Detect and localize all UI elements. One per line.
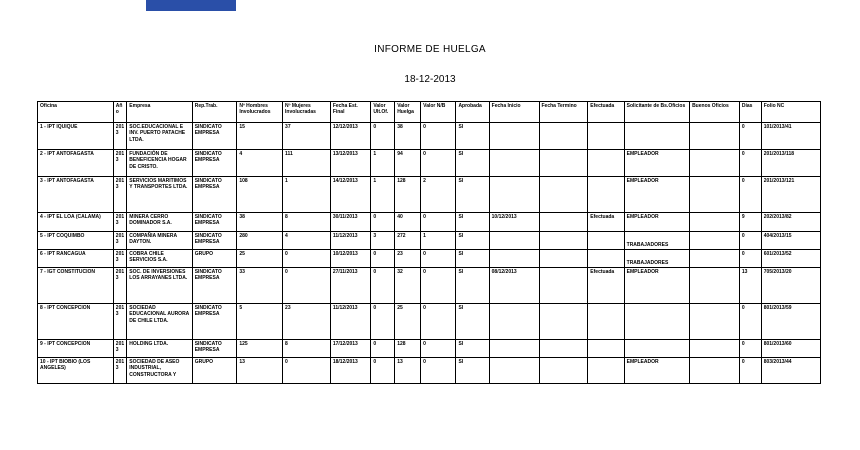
- table-cell: [690, 250, 740, 268]
- table-cell: 0: [739, 232, 761, 250]
- table-cell: [690, 177, 740, 213]
- table-cell: [588, 304, 624, 340]
- table-cell: [690, 232, 740, 250]
- table-row: [38, 232, 821, 250]
- table-cell: 0: [739, 340, 761, 358]
- table-cell: 0: [283, 268, 331, 304]
- table-cell: 2013: [113, 268, 127, 304]
- table-cell: 10 - IPT BIOBIO (LOS ANGELES): [38, 358, 114, 384]
- table-cell: [489, 232, 539, 250]
- table-cell: 2013: [113, 123, 127, 150]
- table-cell: EMPLEADOR: [624, 150, 689, 177]
- table-cell: 0: [421, 150, 456, 177]
- table-body: [38, 123, 821, 384]
- table-cell: 0: [739, 250, 761, 268]
- col-header: Año: [113, 102, 127, 123]
- table-cell: SI: [456, 123, 489, 150]
- table-cell: SI: [456, 177, 489, 213]
- table-cell: [539, 250, 588, 268]
- table-cell: [588, 358, 624, 384]
- table-cell: 11/12/2013: [330, 232, 371, 250]
- table-cell: SINDICATO EMPRESA: [192, 177, 237, 213]
- table-cell: 803/2013/44: [761, 358, 820, 384]
- table-cell: EMPLEADOR: [624, 268, 689, 304]
- table-cell: 08/12/2013: [489, 268, 539, 304]
- table-cell: 18/12/2013: [330, 358, 371, 384]
- table-cell: 2013: [113, 358, 127, 384]
- table-cell: 8: [283, 213, 331, 232]
- table-cell: 13/12/2013: [330, 150, 371, 177]
- table-header-row: [38, 102, 821, 123]
- table-cell: 0: [371, 268, 395, 304]
- table-cell: [690, 358, 740, 384]
- table-cell: 0: [421, 340, 456, 358]
- table-cell: 17/12/2013: [330, 340, 371, 358]
- table-cell: 38: [395, 123, 421, 150]
- table-cell: 23: [283, 304, 331, 340]
- table-cell: SINDICATO EMPRESA: [192, 232, 237, 250]
- table-cell: SOCIEDAD DE ASEO INDUSTRIAL, CONSTRUCTORA Y: [127, 358, 192, 384]
- table-cell: [588, 250, 624, 268]
- table-cell: 404/2013/15: [761, 232, 820, 250]
- table-cell: [489, 250, 539, 268]
- table-cell: [489, 177, 539, 213]
- table-cell: [588, 340, 624, 358]
- col-header: Fecha Inicio: [489, 102, 539, 123]
- table-cell: 201/2013/121: [761, 177, 820, 213]
- table-cell: 601/2013/52: [761, 250, 820, 268]
- table-cell: [690, 340, 740, 358]
- table-cell: 4: [283, 232, 331, 250]
- table-cell: [539, 340, 588, 358]
- table-cell: 705/2013/20: [761, 268, 820, 304]
- table-cell: GRUPO: [192, 250, 237, 268]
- table-cell: MINERA CERRO DOMINADOR S.A.: [127, 213, 192, 232]
- table-cell: 2013: [113, 304, 127, 340]
- table-cell: 40: [395, 213, 421, 232]
- table-cell: 10/12/2013: [330, 250, 371, 268]
- table-cell: HOLDING LTDA.: [127, 340, 192, 358]
- table-cell: 14/12/2013: [330, 177, 371, 213]
- table-cell: SERVICIOS MARITIMOS Y TRANSPORTES LTDA.: [127, 177, 192, 213]
- table-cell: 0: [739, 358, 761, 384]
- table-cell: [489, 123, 539, 150]
- col-header: Empresa: [127, 102, 192, 123]
- strike-report-table: [37, 101, 821, 384]
- col-header: Fecha Est. Final: [330, 102, 371, 123]
- table-cell: 272: [395, 232, 421, 250]
- table-cell: [588, 150, 624, 177]
- table-cell: 33: [237, 268, 283, 304]
- table-cell: 8 - IPT CONCEPCION: [38, 304, 114, 340]
- table-cell: SINDICATO EMPRESA: [192, 304, 237, 340]
- table-cell: 801/2013/59: [761, 304, 820, 340]
- table-cell: [539, 232, 588, 250]
- table-cell: [624, 304, 689, 340]
- table-cell: GRUPO: [192, 358, 237, 384]
- table-cell: 4: [237, 150, 283, 177]
- table-cell: 9 - IPT CONCEPCION: [38, 340, 114, 358]
- table-cell: 0: [371, 304, 395, 340]
- table-cell: [539, 123, 588, 150]
- table-cell: [588, 123, 624, 150]
- table-cell: [588, 177, 624, 213]
- table-row: [38, 304, 821, 340]
- table-cell: SOC. DE INVERSIONES LOS ARRAYANES LTDA.: [127, 268, 192, 304]
- table-cell: Efectuada: [588, 213, 624, 232]
- table-cell: 111: [283, 150, 331, 177]
- table-cell: 27/11/2013: [330, 268, 371, 304]
- table-cell: [690, 150, 740, 177]
- table-cell: 1: [421, 232, 456, 250]
- col-header: Aprobada: [456, 102, 489, 123]
- table-cell: 15: [237, 123, 283, 150]
- table-cell: 1: [371, 177, 395, 213]
- table-cell: 0: [739, 150, 761, 177]
- report-title: INFORME DE HUELGA: [374, 44, 486, 55]
- table-cell: SI: [456, 268, 489, 304]
- table-cell: SOC.EDUCACIONAL E INV. PUERTO PATACHE LTDA.: [127, 123, 192, 150]
- table-cell: 23: [395, 250, 421, 268]
- table-cell: 94: [395, 150, 421, 177]
- table-cell: 0: [371, 250, 395, 268]
- table-cell: 0: [421, 358, 456, 384]
- table-cell: EMPLEADOR: [624, 358, 689, 384]
- col-header: Rep.Trab.: [192, 102, 237, 123]
- table-cell: 25: [395, 304, 421, 340]
- table-cell: 125: [237, 340, 283, 358]
- table-cell: SINDICATO EMPRESA: [192, 150, 237, 177]
- table-cell: 6 - IPT RANCAGUA: [38, 250, 114, 268]
- table-cell: 13: [739, 268, 761, 304]
- table-cell: SI: [456, 150, 489, 177]
- table-cell: [489, 150, 539, 177]
- col-header: Fecha Termino: [539, 102, 588, 123]
- table-cell: SINDICATO EMPRESA: [192, 123, 237, 150]
- table-cell: 4 - IPT EL LOA (CALAMA): [38, 213, 114, 232]
- table-cell: [539, 177, 588, 213]
- table-row: [38, 340, 821, 358]
- col-header: Buenos Oficios: [690, 102, 740, 123]
- table-cell: 13: [395, 358, 421, 384]
- table-cell: 12/12/2013: [330, 123, 371, 150]
- table-cell: 101/2013/41: [761, 123, 820, 150]
- table-cell: 5 - IPT COQUIMBO: [38, 232, 114, 250]
- table-cell: 0: [283, 358, 331, 384]
- table-cell: EMPLEADOR: [624, 177, 689, 213]
- table-row: [38, 177, 821, 213]
- table-cell: FUNDACIÓN DE BENEFICENCIA HOGAR DE CRISTO.: [127, 150, 192, 177]
- table-cell: 2013: [113, 150, 127, 177]
- col-header: Valor Huelga: [395, 102, 421, 123]
- table-cell: [489, 358, 539, 384]
- table-cell: 1 - IPT IQUIQUE: [38, 123, 114, 150]
- table-cell: [539, 304, 588, 340]
- table-row: [38, 358, 821, 384]
- col-header: Folio NC: [761, 102, 820, 123]
- table-cell: [690, 123, 740, 150]
- table-cell: SOCIEDAD EDUCACIONAL AURORA DE CHILE LTDA.: [127, 304, 192, 340]
- table-cell: 32: [395, 268, 421, 304]
- col-header: Valor Ult.Of.: [371, 102, 395, 123]
- col-header: Nº Mujeres Involucradas: [283, 102, 331, 123]
- table-cell: 37: [283, 123, 331, 150]
- table-cell: [539, 150, 588, 177]
- table-cell: 2013: [113, 340, 127, 358]
- table-cell: 2013: [113, 213, 127, 232]
- table-row: [38, 150, 821, 177]
- table-cell: 2013: [113, 177, 127, 213]
- col-header: Valor N/B: [421, 102, 456, 123]
- table-row: [38, 250, 821, 268]
- table-cell: 0: [371, 340, 395, 358]
- col-header: Nº Hombres Involucrados: [237, 102, 283, 123]
- table-cell: [588, 232, 624, 250]
- table-cell: SINDICATO EMPRESA: [192, 268, 237, 304]
- table-cell: SI: [456, 250, 489, 268]
- table-cell: SI: [456, 232, 489, 250]
- table-cell: 30/11/2013: [330, 213, 371, 232]
- table-cell: 0: [421, 213, 456, 232]
- table-cell: 0: [283, 250, 331, 268]
- table-cell: SI: [456, 340, 489, 358]
- table-cell: 0: [421, 304, 456, 340]
- col-header: Días: [739, 102, 761, 123]
- table-cell: 10/12/2013: [489, 213, 539, 232]
- table-row: [38, 213, 821, 232]
- table-cell: [624, 340, 689, 358]
- table-cell: 201/2013/118: [761, 150, 820, 177]
- table-row: [38, 123, 821, 150]
- table-cell: [690, 213, 740, 232]
- table-cell: 3 - IPT ANTOFAGASTA: [38, 177, 114, 213]
- table-cell: Efectuada: [588, 268, 624, 304]
- table-cell: 128: [395, 177, 421, 213]
- table-cell: 108: [237, 177, 283, 213]
- table-cell: 1: [283, 177, 331, 213]
- col-header: Efectuada: [588, 102, 624, 123]
- table-cell: 2013: [113, 232, 127, 250]
- table-cell: [489, 340, 539, 358]
- col-header: Solicitante de Bs.Oficios: [624, 102, 689, 123]
- table-cell: SINDICATO EMPRESA: [192, 213, 237, 232]
- table-cell: 5: [237, 304, 283, 340]
- table-row: [38, 268, 821, 304]
- table-cell: 0: [739, 123, 761, 150]
- table-cell: 280: [237, 232, 283, 250]
- table-cell: [690, 304, 740, 340]
- table-cell: SI: [456, 213, 489, 232]
- logo-text: Gobierno de Chile: [173, 10, 209, 15]
- table-cell: 9: [739, 213, 761, 232]
- table-cell: SINDICATO EMPRESA: [192, 340, 237, 358]
- table-cell: [690, 268, 740, 304]
- table-cell: 0: [421, 250, 456, 268]
- table-cell: 0: [421, 123, 456, 150]
- table-cell: 2 - IPT ANTOFAGASTA: [38, 150, 114, 177]
- table-cell: 0: [371, 123, 395, 150]
- table-cell: 11/12/2013: [330, 304, 371, 340]
- table-cell: [539, 358, 588, 384]
- table-cell: SI: [456, 304, 489, 340]
- table-cell: 7 - IGT CONSTITUCION: [38, 268, 114, 304]
- table-cell: 38: [237, 213, 283, 232]
- table-cell: [489, 304, 539, 340]
- table-cell: EMPLEADOR: [624, 213, 689, 232]
- table-cell: 0: [739, 304, 761, 340]
- table-cell: TRABAJADORES: [624, 250, 689, 268]
- table-cell: COMPAÑIA MINERA DAYTON.: [127, 232, 192, 250]
- table-cell: COBRA CHILE SERVICIOS S.A.: [127, 250, 192, 268]
- table-cell: TRABAJADORES: [624, 232, 689, 250]
- table-cell: 128: [395, 340, 421, 358]
- table-cell: 0: [371, 213, 395, 232]
- table-cell: 0: [421, 268, 456, 304]
- table-cell: SI: [456, 358, 489, 384]
- table-cell: 0: [739, 177, 761, 213]
- table-cell: 25: [237, 250, 283, 268]
- report-date: 18-12-2013: [404, 74, 456, 85]
- table-cell: 8: [283, 340, 331, 358]
- table-cell: 2013: [113, 250, 127, 268]
- table-cell: 801/2013/60: [761, 340, 820, 358]
- table-cell: 13: [237, 358, 283, 384]
- table-cell: 2: [421, 177, 456, 213]
- table-cell: 3: [371, 232, 395, 250]
- table-cell: [539, 268, 588, 304]
- table-cell: 202/2013/82: [761, 213, 820, 232]
- table-cell: 1: [371, 150, 395, 177]
- col-header: Oficina: [38, 102, 114, 123]
- table-cell: [624, 123, 689, 150]
- table-cell: 0: [371, 358, 395, 384]
- table-cell: [539, 213, 588, 232]
